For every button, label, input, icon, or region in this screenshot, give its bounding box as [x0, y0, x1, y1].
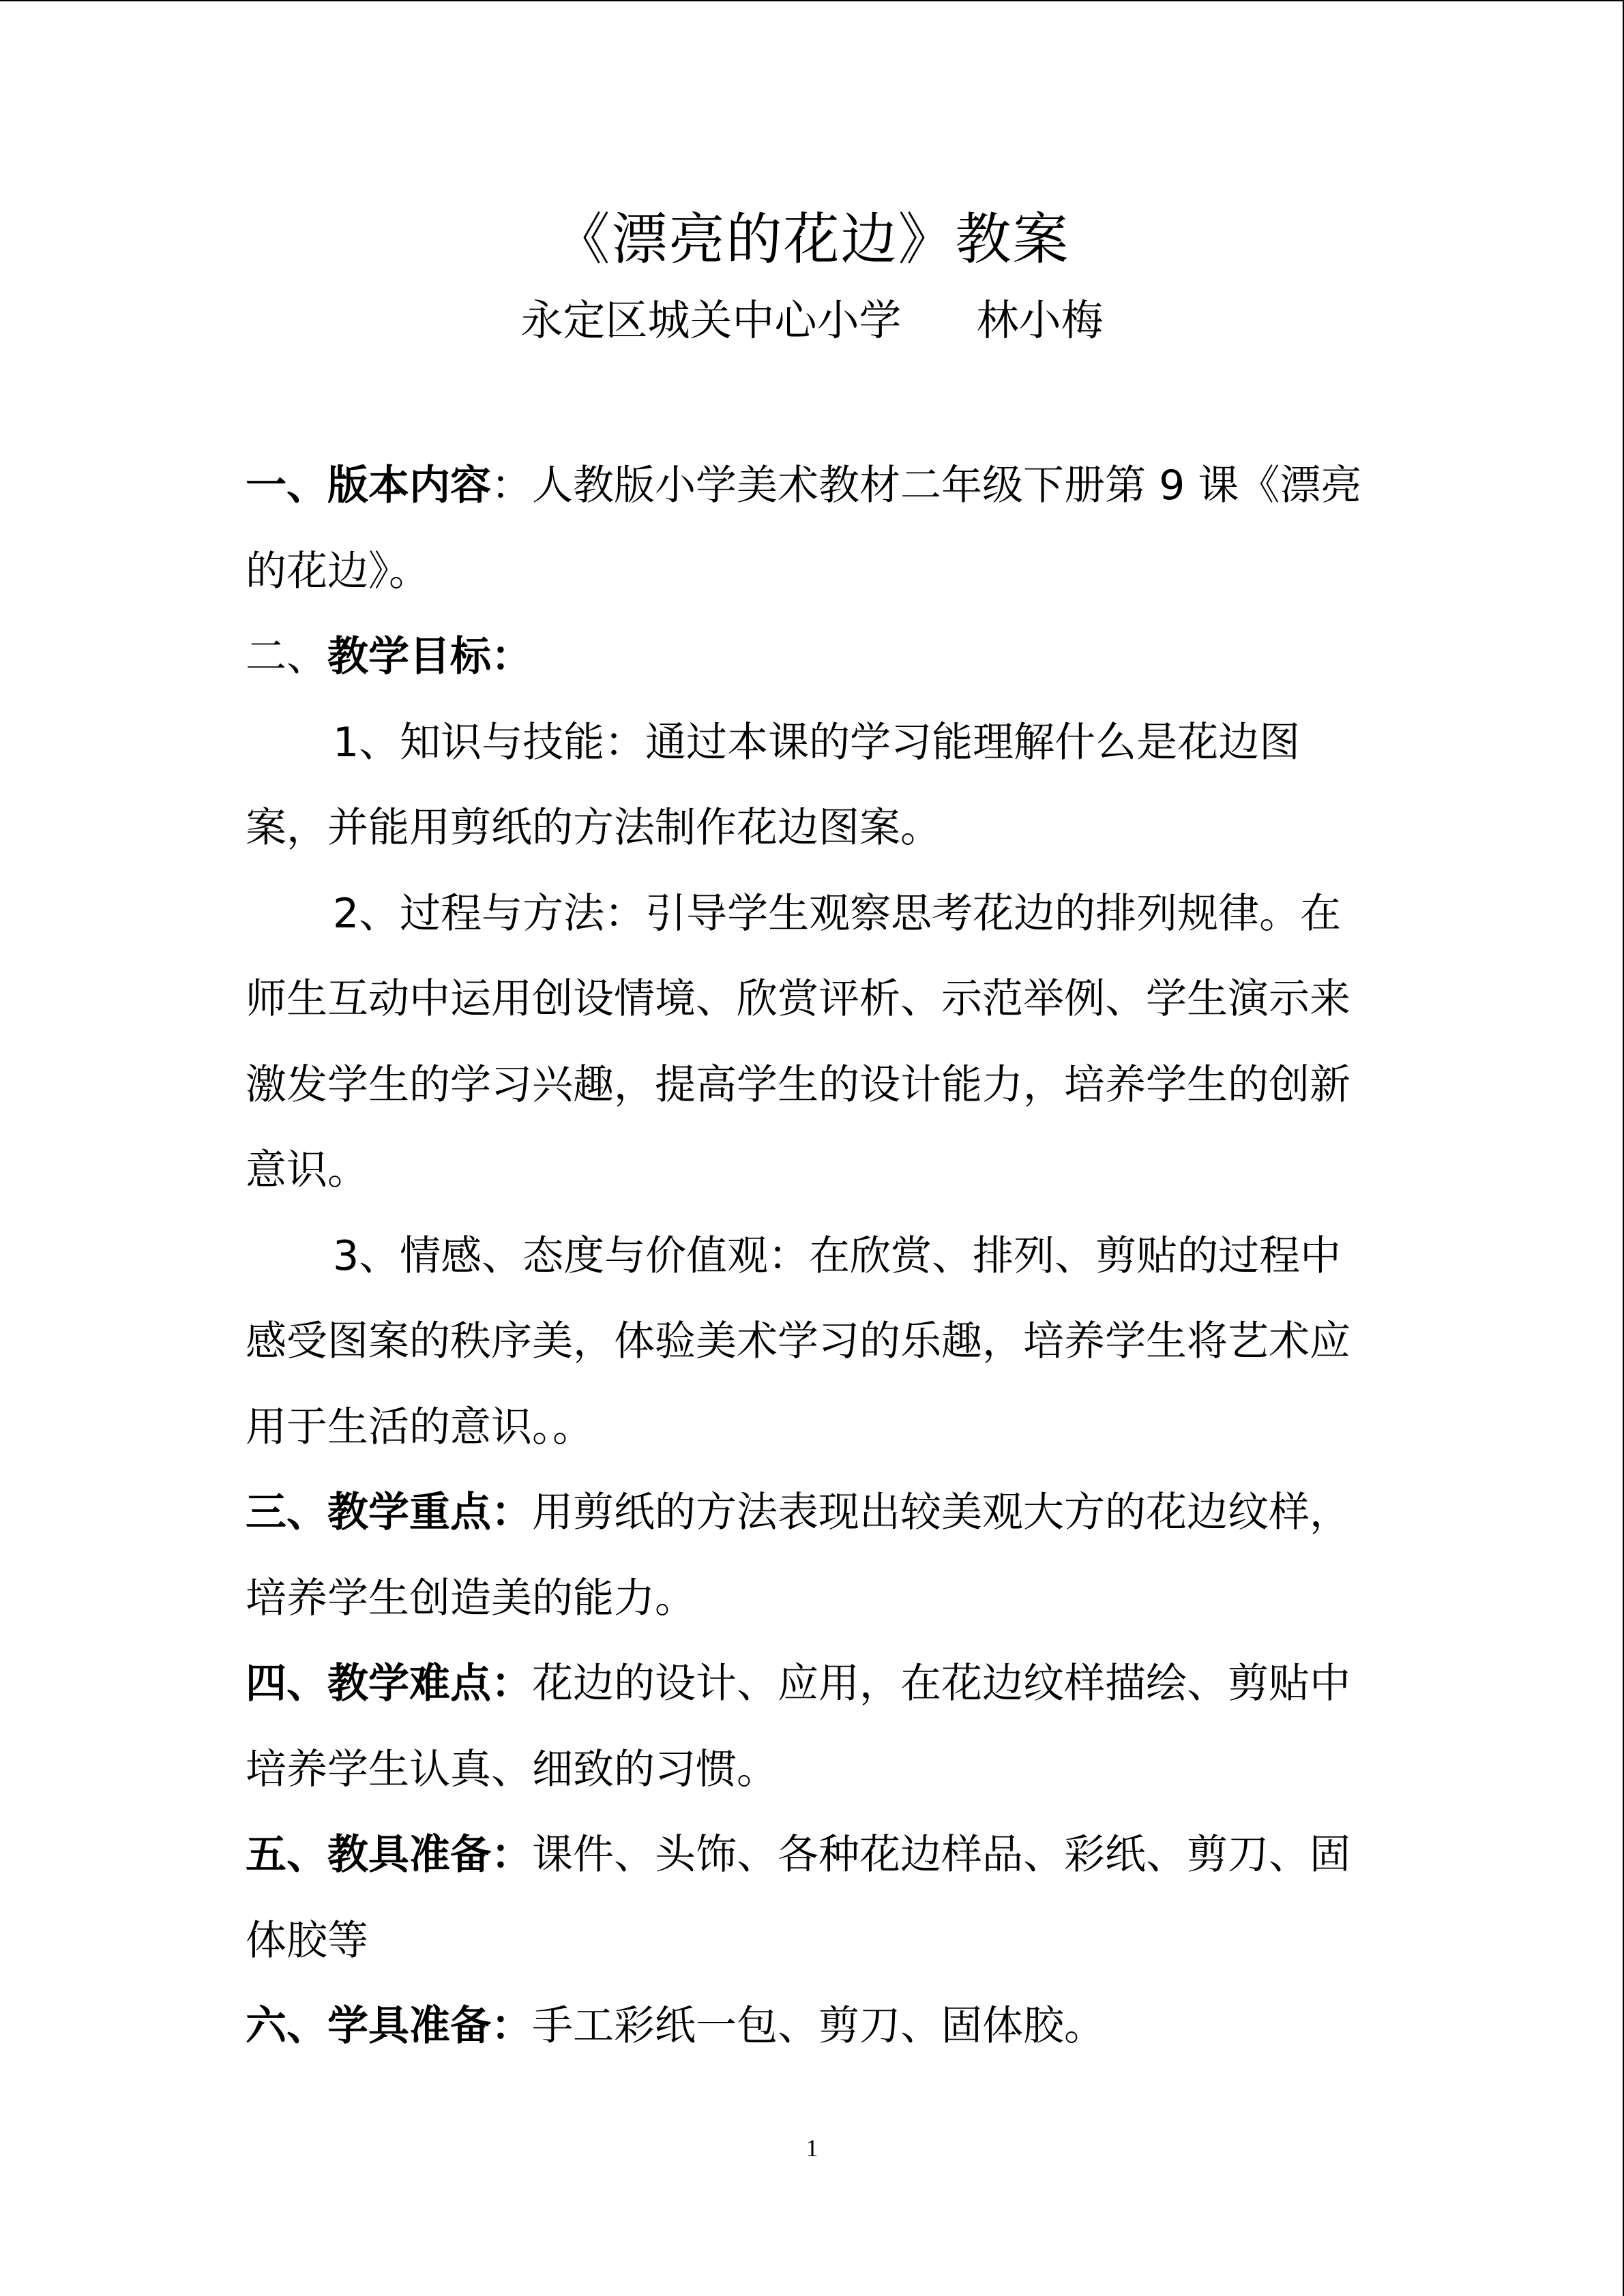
document-byline	[0, 286, 1624, 355]
section-difficulty-heading: 四、教学难点：	[246, 1660, 532, 1708]
section-difficulty-text: 花边的设计、应用，在花边纹样描绘、剪贴中培养学生认真、细致的习惯。	[246, 1660, 1350, 1793]
author-name: 林小梅	[976, 295, 1104, 345]
section-goals-heading	[246, 614, 1364, 700]
section-teacher-tools-text: 课件、头饰、各种花边样品、彩纸、剪刀、固体胶等	[246, 1831, 1350, 1965]
goal-item-emotion: 3、情感、态度与价值观：在欣赏、排列、剪贴的过程中感受图案的秩序美，体验美术学习的乐趣，培养学生将艺术应用于生活的意识。。	[246, 1232, 1350, 1451]
section-key-point	[246, 1470, 1364, 1641]
section-edition-separator: ：	[491, 462, 532, 509]
goal-item-knowledge: 1、知识与技能：通过本课的学习能理解什么是花边图案，并能用剪纸的方法制作花边图案。	[246, 718, 1301, 852]
section-key-point-text: 用剪纸的方法表现出较美观大方的花边纹样，培养学生创造美的能力。	[246, 1489, 1350, 1622]
section-teacher-tools	[246, 1813, 1364, 1984]
section-edition-heading: 一、版本内容	[246, 462, 491, 509]
section-student-tools	[246, 1984, 1364, 2070]
section-difficulty	[246, 1641, 1364, 1813]
section-teacher-tools-heading: 五、教具准备：	[246, 1831, 532, 1879]
section-edition-text: 人教版小学美术教材二年级下册第 9 课《漂亮的花边》。	[246, 462, 1362, 595]
section-goals-heading-label: 教学目标：	[327, 633, 532, 681]
section-key-point-heading: 三、教学重点：	[246, 1489, 532, 1536]
document-body	[246, 443, 1364, 2070]
section-student-tools-text: 手工彩纸一包、剪刀、固体胶。	[532, 2002, 1105, 2050]
section-student-tools-heading: 六、学具准备：	[246, 2002, 532, 2050]
document-title: 《漂亮的花边》教案	[554, 207, 1070, 272]
goal-item-process: 2、过程与方法：引导学生观察思考花边的排列规律。在师生互动中运用创设情境、欣赏评析、示范举例、学生演示来激发学生的学习兴趣，提高学生的设计能力，培养学生的创新意识。	[246, 889, 1350, 1194]
section-goals-heading-number: 二、	[246, 633, 327, 681]
school-name: 永定区城关中心小学	[520, 295, 902, 345]
page-number: 1	[806, 2134, 818, 2162]
section-edition	[246, 443, 1364, 614]
